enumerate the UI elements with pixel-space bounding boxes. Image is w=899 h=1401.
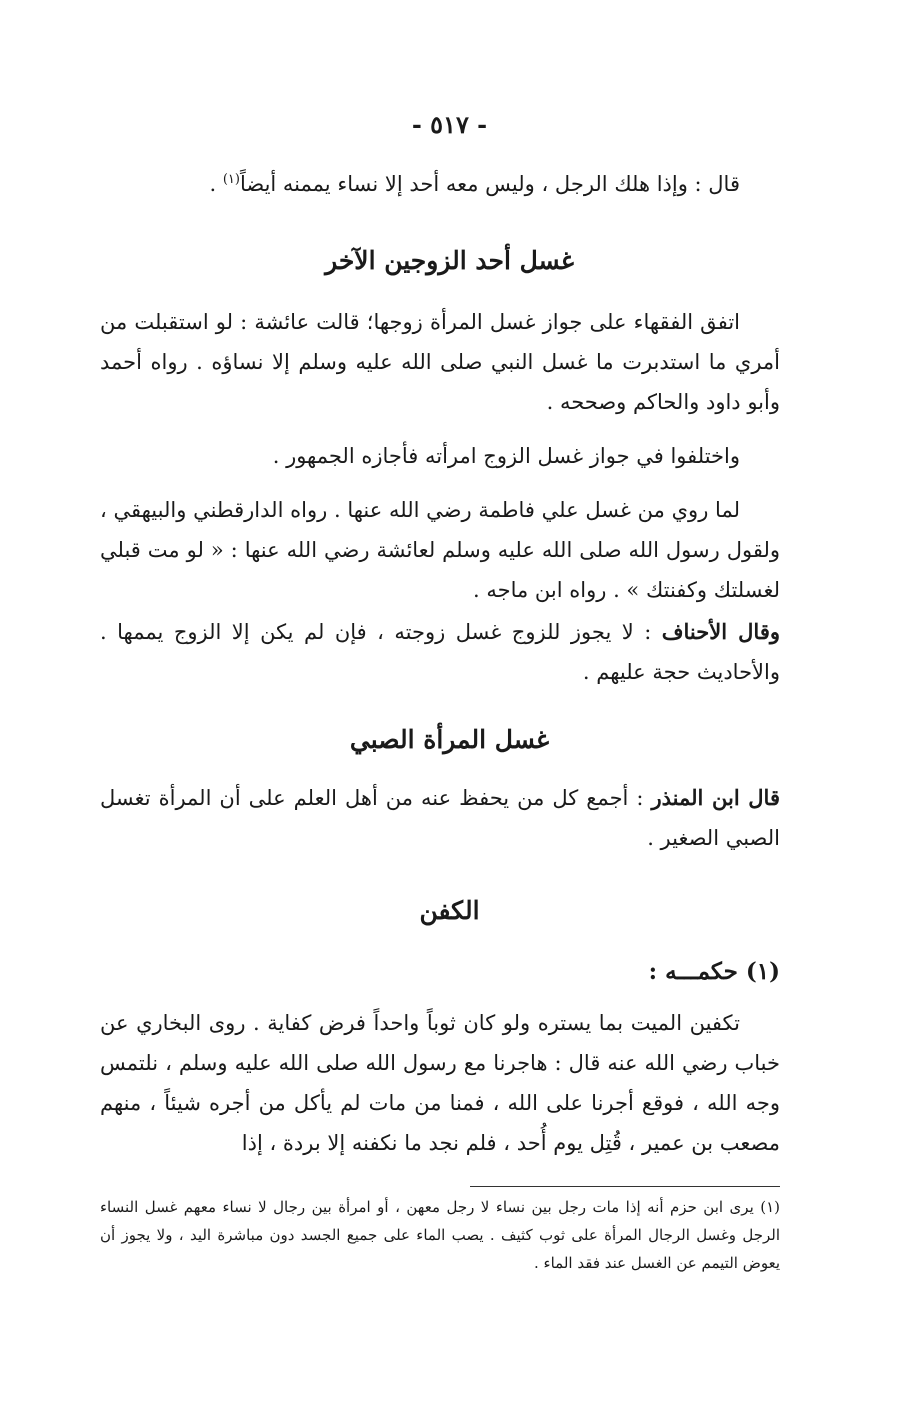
paragraph-text: تكفين الميت بما يستره ولو كان ثوباً واحداً فرض كفاية . روى البخاري عن خباب رضي الله عنه قال : هاجرنا مع رسول الله صلى الله عليه وسلم ، نلتمس وجه الله ، فوقع أجرنا على الله ، فمنا من مات لم يأكل من أجره شيئاً ، منهم مصعب بن عمير ، قُتِل يوم أُحد ، فلم نجد ما نكفنه إلا بردة ، إذا xyxy=(100,1011,780,1155)
paragraph-shroud-ruling xyxy=(100,1003,780,1163)
paragraph-agreement xyxy=(100,302,780,422)
paragraph-text: : لا يجوز للزوج غسل زوجته ، فإن لم يكن إلا الزوج يممها . والأحاديث حجة عليهم . xyxy=(100,620,780,684)
paragraph-ibn-mundhir xyxy=(100,778,780,858)
paragraph-text: اتفق الفقهاء على جواز غسل المرأة زوجها؛ قالت عائشة : لو استقبلت من أمري ما استدبرت ما غسل النبي صلى الله عليه وسلم إلا نساؤه . رواه أحمد وأبو داود والحاكم وصححه . xyxy=(100,310,780,414)
intro-end: . xyxy=(209,172,223,196)
section-heading-woman-washing-boy: غسل المرأة الصبي xyxy=(349,725,550,754)
paragraph-disagreement xyxy=(100,436,780,476)
footnote-text: (١) يرى ابن حزم أنه إذا مات رجل بين نساء لا رجل معهن ، أو امرأة بين رجال لا نساء معهم غسل النساء الرجل وغسل الرجال المرأة على ثوب كثيف . يصب الماء على جميع الجسد دون مباشرة اليد ، ولا يجوز أن يعوض التيمم عن الغسل عند فقد الماء . xyxy=(100,1198,780,1272)
footnote-divider xyxy=(470,1186,780,1187)
paragraph-text: : أجمع كل من يحفظ عنه من أهل العلم على أن المرأة تغسل الصبي الصغير . xyxy=(100,786,780,850)
section-heading-spouse-washing: غسل أحد الزوجين الآخر xyxy=(325,246,574,275)
paragraph-evidence xyxy=(100,490,780,610)
hanafi-label: وقال الأحناف xyxy=(661,619,781,644)
section-heading-shroud: الكفن xyxy=(419,896,480,925)
ibn-mundhir-label: قال ابن المنذر xyxy=(651,785,780,810)
footnote xyxy=(100,1193,780,1277)
paragraph-text: لما روي من غسل علي فاطمة رضي الله عنها . رواه الدارقطني والبيهقي ، ولقول رسول الله صلى الله عليه وسلم لعائشة رضي الله عنها : « لو مت قبلي لغسلتك وكفنتك » . رواه ابن ماجه . xyxy=(100,498,780,602)
paragraph-text: واختلفوا في جواز غسل الزوج امرأته فأجازه الجمهور . xyxy=(272,444,740,468)
subheading-ruling: (١) حكمـــه : xyxy=(648,958,780,985)
intro-text: قال : وإذا هلك الرجل ، وليس معه أحد إلا نساء يممنه أيضاً xyxy=(239,172,740,196)
footnote-reference[interactable]: (١) xyxy=(222,172,240,187)
paragraph-hanafi-view xyxy=(100,612,780,692)
page-number: - ٥١٧ - xyxy=(411,110,488,139)
intro-paragraph xyxy=(100,160,780,204)
